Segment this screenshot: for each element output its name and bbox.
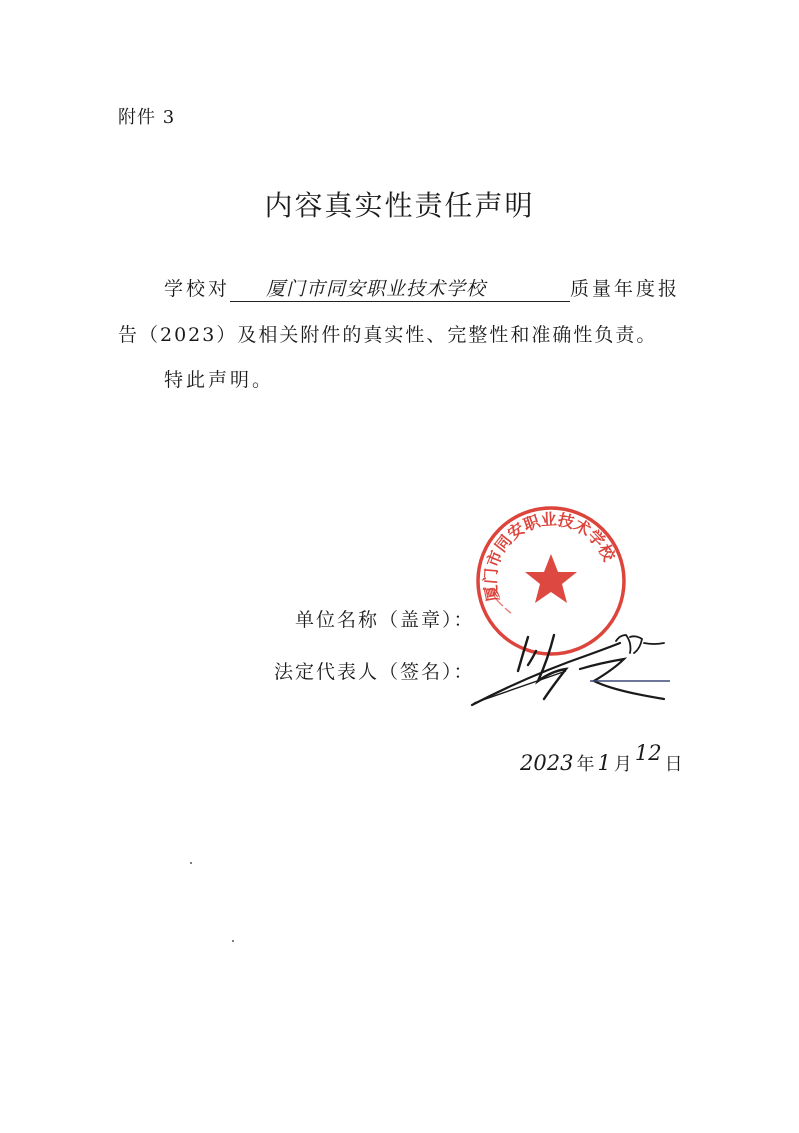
statement-line-3: 特此声明。 [164,369,275,391]
date-month-unit: 月 [613,754,632,775]
date-month: 1 [597,751,611,775]
date-day: 12 [634,741,662,765]
school-name-field: 厦门市同安职业技术学校 [230,277,570,302]
scan-speck [190,862,192,864]
date-year: 2023 [520,751,574,775]
signing-date [520,741,686,776]
page-title: 内容真实性责任声明 [264,189,535,222]
attachment-label: 附件 3 [118,107,176,128]
unit-name-label: 单位名称（盖章）： [295,609,475,631]
statement-prefix: 学校对 [164,278,231,300]
legal-representative-label: 法定代表人（签名）： [274,661,475,683]
statement-line-1 [164,274,680,302]
seal-text: 厦门市同安职业技术学校 [480,509,619,604]
date-year-unit: 年 [576,754,595,775]
handwritten-signature-icon [470,625,675,713]
scan-speck [232,940,234,942]
date-day-unit: 日 [664,754,683,775]
statement-suffix: 质量年度报 [570,278,681,300]
statement-line-2: 告（2023）及相关附件的真实性、完整性和准确性负责。 [118,324,658,346]
